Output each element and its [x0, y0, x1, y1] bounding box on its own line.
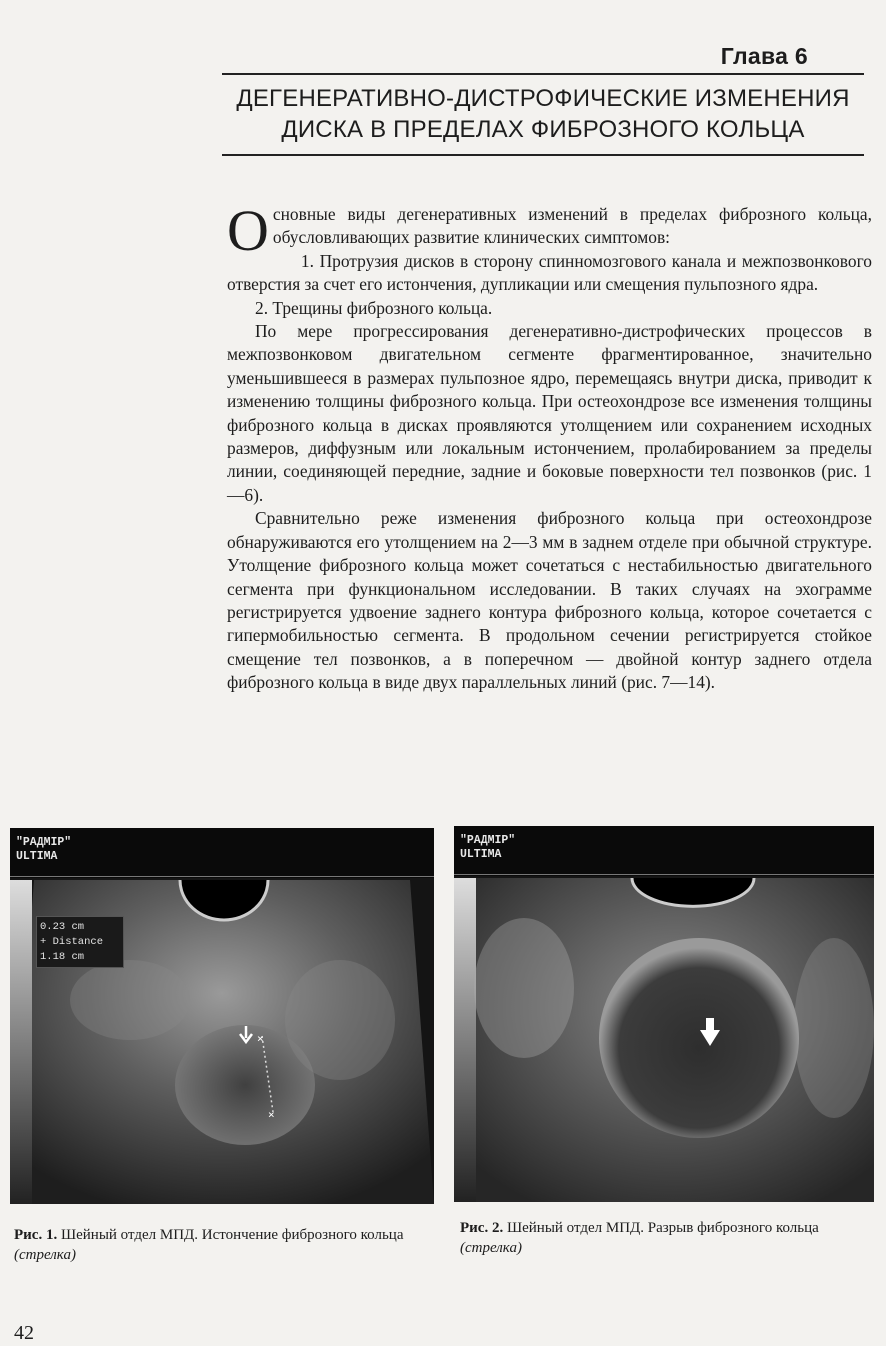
figure-1-caption-label: Рис. 1. — [14, 1227, 58, 1243]
figure-2-header — [454, 826, 874, 876]
paragraph-thickening: Сравнительно реже изменения фиброзного кольца при остеохондрозе обнаруживаются его утолщением на 2—3 мм в заднем отделе при обычной структуре. Утолщение фиброзного кольца может сочетаться с нестабильностью двигательного сегмента при функциональном исследовании. В таких случаях на эхограмме регистрируется удвоение заднего контура фиброзного кольца, которое сочетается с гипермобильностью сегмента. В продольном сечении регистрируется стойкое смещение тел позвонков, а в поперечном — двойной контур заднего отдела фиброзного кольца в виде двух параллельных линий (рис. 7—14). — [227, 508, 872, 693]
figure-1-header-brand: "РАДМІР" — [16, 836, 72, 849]
drop-cap: О — [227, 198, 269, 263]
figure-2-caption — [460, 1218, 865, 1258]
figure-1-gray-scale-bar — [10, 880, 32, 1204]
title-rule-bottom — [222, 154, 864, 156]
figure-2-caption-label: Рис. 2. — [460, 1220, 504, 1236]
title-rule-top — [222, 73, 864, 75]
figure-2-header-divider — [454, 874, 874, 875]
figure-1-measure-value-1: 0.23 cm — [40, 921, 85, 933]
figure-2-disc-region — [599, 938, 799, 1138]
figure-2-sonogram — [454, 878, 874, 1202]
figure-1-header — [10, 828, 434, 878]
svg-text:×: × — [268, 1108, 275, 1121]
paragraph-item-1: 1. Протрузия дисков в сторону спинномозгового канала и межпозвонкового отверстия за счет его истончения, дупликации или смещения пульпозного ядра. — [227, 250, 872, 295]
figure-2-caption-text: Шейный отдел МПД. Разрыв фиброзного кольца — [503, 1220, 819, 1236]
figure-1-measure-value-2: 1.18 cm — [40, 951, 85, 963]
paragraph-item-2: 2. Трещины фиброзного кольца. — [255, 297, 493, 318]
figure-1-caption-note: (стрелка) — [14, 1247, 76, 1263]
figure-2-caption-note: (стрелка) — [460, 1240, 522, 1256]
paragraph-progression: По мере прогрессирования дегенеративно-дистрофических процессов в межпозвонковом двигательном сегменте фрагментированное, значительно уменьшившееся в размерах пульпозное ядро, перемещаясь внутри диска, приводит к изменению толщины фиброзного кольца. При остеохондрозе все изменения толщины фиброзного кольца в дисках проявляются утолщением или сохранением исходных размеров, диффузным или локальным истончением, пролабированием за пределы линии, соединяющей передние, задние и боковые поверхности тел позвонков (рис. 1—6). — [227, 321, 872, 505]
figure-1-caption-text: Шейный отдел МПД. Истончение фиброзного кольца — [57, 1227, 404, 1243]
figure-2-ultrasound — [454, 826, 874, 1202]
figure-1-caption — [14, 1225, 438, 1265]
figure-1-measure-label: + Distance — [40, 936, 104, 948]
figure-1-ultrasound — [10, 828, 434, 1204]
chapter-title — [222, 83, 864, 145]
svg-text:×: × — [257, 1032, 264, 1045]
chapter-label: Глава 6 — [720, 43, 808, 69]
figure-1-header-model: ULTIMA — [16, 850, 58, 863]
paragraph-intro-text: сновные виды дегенеративных изменений в пределах фиброзного кольца, обусловливающих развитие клинических симптомов: — [272, 204, 872, 248]
body-text — [227, 198, 872, 695]
figure-2-header-brand: "РАДМІР" — [460, 834, 516, 847]
figure-1-measurement-panel — [36, 916, 124, 968]
figure-1-header-divider — [10, 876, 434, 877]
figure-2-header-model: ULTIMA — [460, 848, 502, 861]
paragraph-intro — [227, 198, 872, 263]
figure-2-gray-scale-bar — [454, 878, 476, 1202]
chapter-title-line-2: ДИСКА В ПРЕДЕЛАХ ФИБРОЗНОГО КОЛЬЦА — [281, 116, 805, 143]
chapter-title-line-1: ДЕГЕНЕРАТИВНО-ДИСТРОФИЧЕСКИЕ ИЗМЕНЕНИЯ — [236, 85, 850, 112]
page-number: 42 — [14, 1322, 34, 1344]
